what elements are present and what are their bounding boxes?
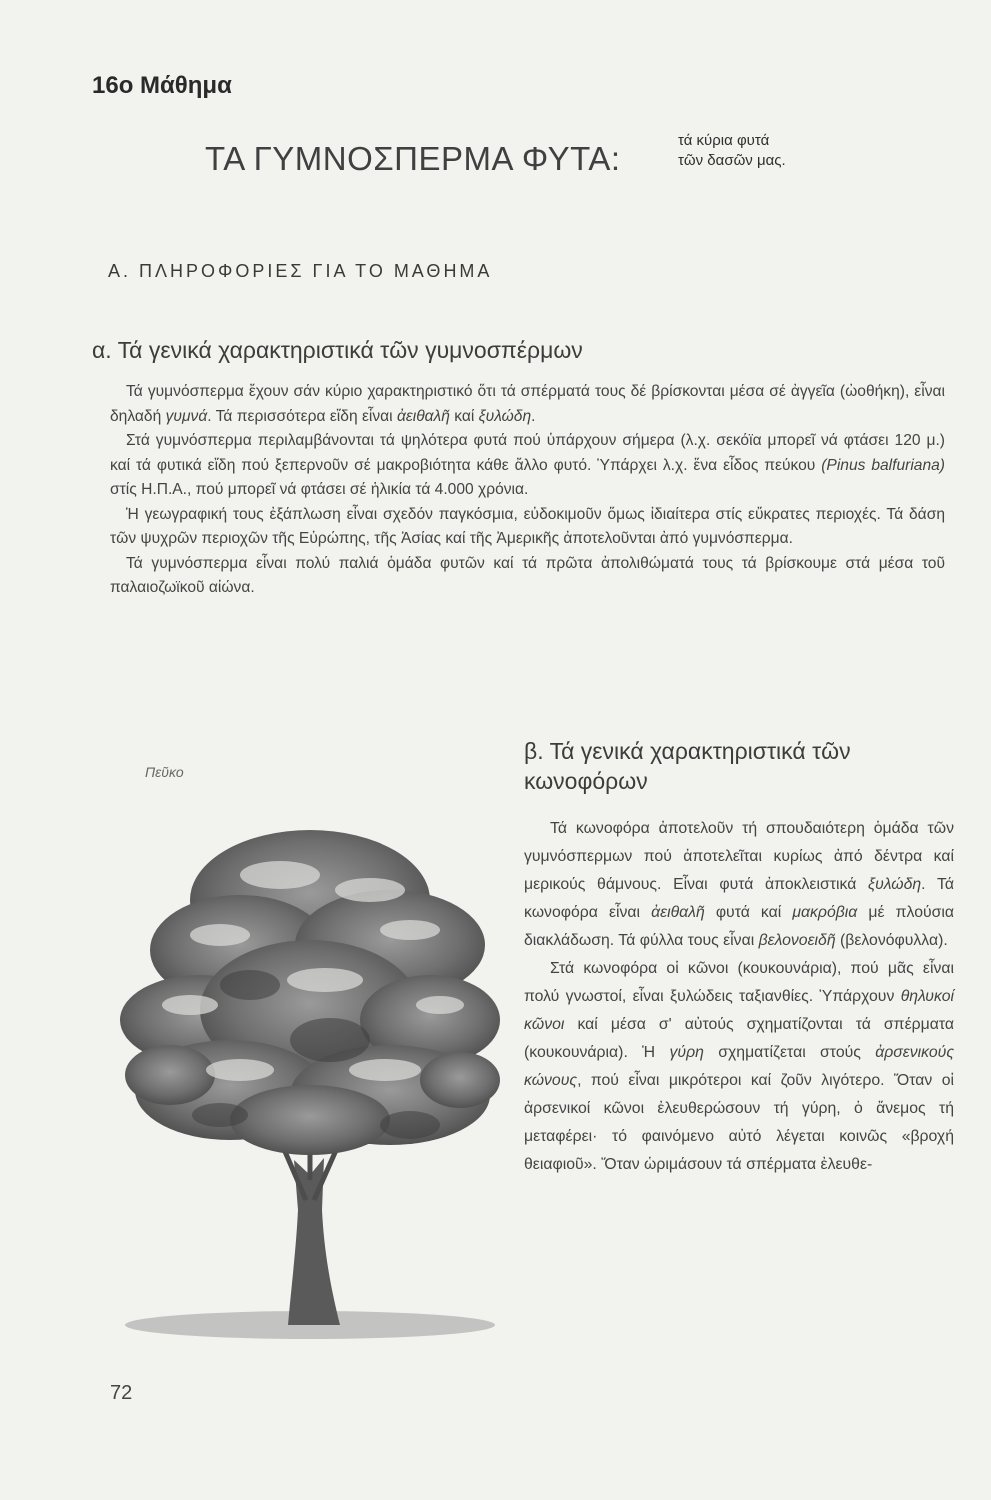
paragraph: Τά γυμνόσπερμα ἔχουν σάν κύριο χαρακτηριστικό ὅτι τά σπέρματά τους δέ βρίσκονται μέσα σέ ἀγγεῖα (ὠοθήκη), εἶναι δηλαδή γυμνά. Τά περισσότερα εἴδη εἶναι ἀειθαλῆ καί ξυλώδη. [110, 383, 945, 425]
page-subtitle [678, 131, 786, 171]
section-b-body [524, 815, 954, 1179]
pine-tree-illustration [110, 780, 510, 1340]
subheading-a: α. Τά γενικά χαρακτηριστικά τῶν γυμνοσπέρμων [92, 337, 583, 363]
paragraph: Στά γυμνόσπερμα περιλαμβάνονται τά ψηλότερα φυτά πού ὑπάρχουν σήμερα (λ.χ. σεκόϊα μπορεῖ νά φτάσει 120 μ.) καί τά φυτικά εἴδη πού ξεπερνοῦν σέ μακροβιότητα κάθε ἄλλο φυτό. Ὑπάρχει λ.χ. ἕνα εἶδος πεύκου (Pinus balfuriana) στίς Η.Π.Α., πού μπορεῖ νά φτάσει σέ ἡλικία τά 4.000 χρόνια. [110, 432, 945, 498]
paragraph: Τά γυμνόσπερμα εἶναι πολύ παλιά ὁμάδα φυτῶν καί τά πρῶτα ἀπολιθώματά τους τά βρίσκουμε στά μέσα τοῦ παλαιοζωϊκοῦ αἰώνα. [110, 554, 945, 596]
paragraph: Τά κωνοφόρα ἀποτελοῦν τή σπουδαιότερη ὁμάδα τῶν γυμνόσπερμων πού ἀποτελεῖται κυρίως ἀπό δέντρα καί μερικούς θάμνους. Εἶναι φυτά ἀποκλειστικά ξυλώδη. Τά κωνοφόρα εἶναι ἀειθαλῆ φυτά καί μακρόβια μέ πλούσια διακλάδωση. Τά φύλλα τους εἶναι βελονοειδῆ (βελονόφυλλα). [524, 820, 955, 949]
paragraph: Ἡ γεωγραφική τους ἐξάπλωση εἶναι σχεδόν παγκόσμια, εὐδοκιμοῦν ὅμως ἰδιαίτερα στίς εὔκρατες περιοχές. Τά δάση τῶν ψυχρῶν περιοχῶν τῆς Εὐρώπης, τῆς Ἀσίας καί τῆς Ἀμερικῆς ἀποτελοῦνται ἀπό γυμνόσπερμα. [110, 505, 945, 547]
section-a-body [110, 380, 945, 601]
page-title: ΤΑ ΓΥΜΝΟΣΠΕΡΜΑ ΦΥΤΑ: [205, 140, 621, 177]
page-number: 72 [110, 1382, 133, 1404]
lesson-label: 16ο Μάθημα [92, 72, 232, 99]
figure-caption: Πεῦκο [145, 764, 184, 780]
section-heading: Α. ΠΛΗΡΟΦΟΡΙΕΣ ΓΙΑ ΤΟ ΜΑΘΗΜΑ [108, 261, 493, 281]
subtitle-line-1: τά κύρια φυτά [678, 132, 770, 149]
paragraph: Στά κωνοφόρα οἱ κῶνοι (κουκουνάρια), πού μᾶς εἶναι πολύ γνωστοί, εἶναι ξυλώδεις ταξιανθίες. Ὑπάρχουν θηλυκοί κῶνοι καί μέσα σ' αὐτούς σχηματίζονται τά σπέρματα (κουκουνάρια). Ἡ γύρη σχηματίζεται στούς ἀρσενικούς κώνους, πού εἶναι μικρότεροι καί ζοῦν λιγότερο. Ὅταν οἱ ἀρσενικοί κῶνοι ἐλευθερώσουν τή γύρη, ὁ ἄνεμος τή μεταφέρει· τό φαινόμενο αὐτό λέγεται κοινῶς «βροχή θειαφιοῦ». Ὅταν ὡριμάσουν τά σπέρματα ἐλευθε- [524, 960, 955, 1173]
subheading-b: β. Τά γενικά χαρακτηριστικά τῶν κωνοφόρων [524, 738, 851, 794]
subtitle-line-2: τῶν δασῶν μας. [678, 152, 786, 169]
